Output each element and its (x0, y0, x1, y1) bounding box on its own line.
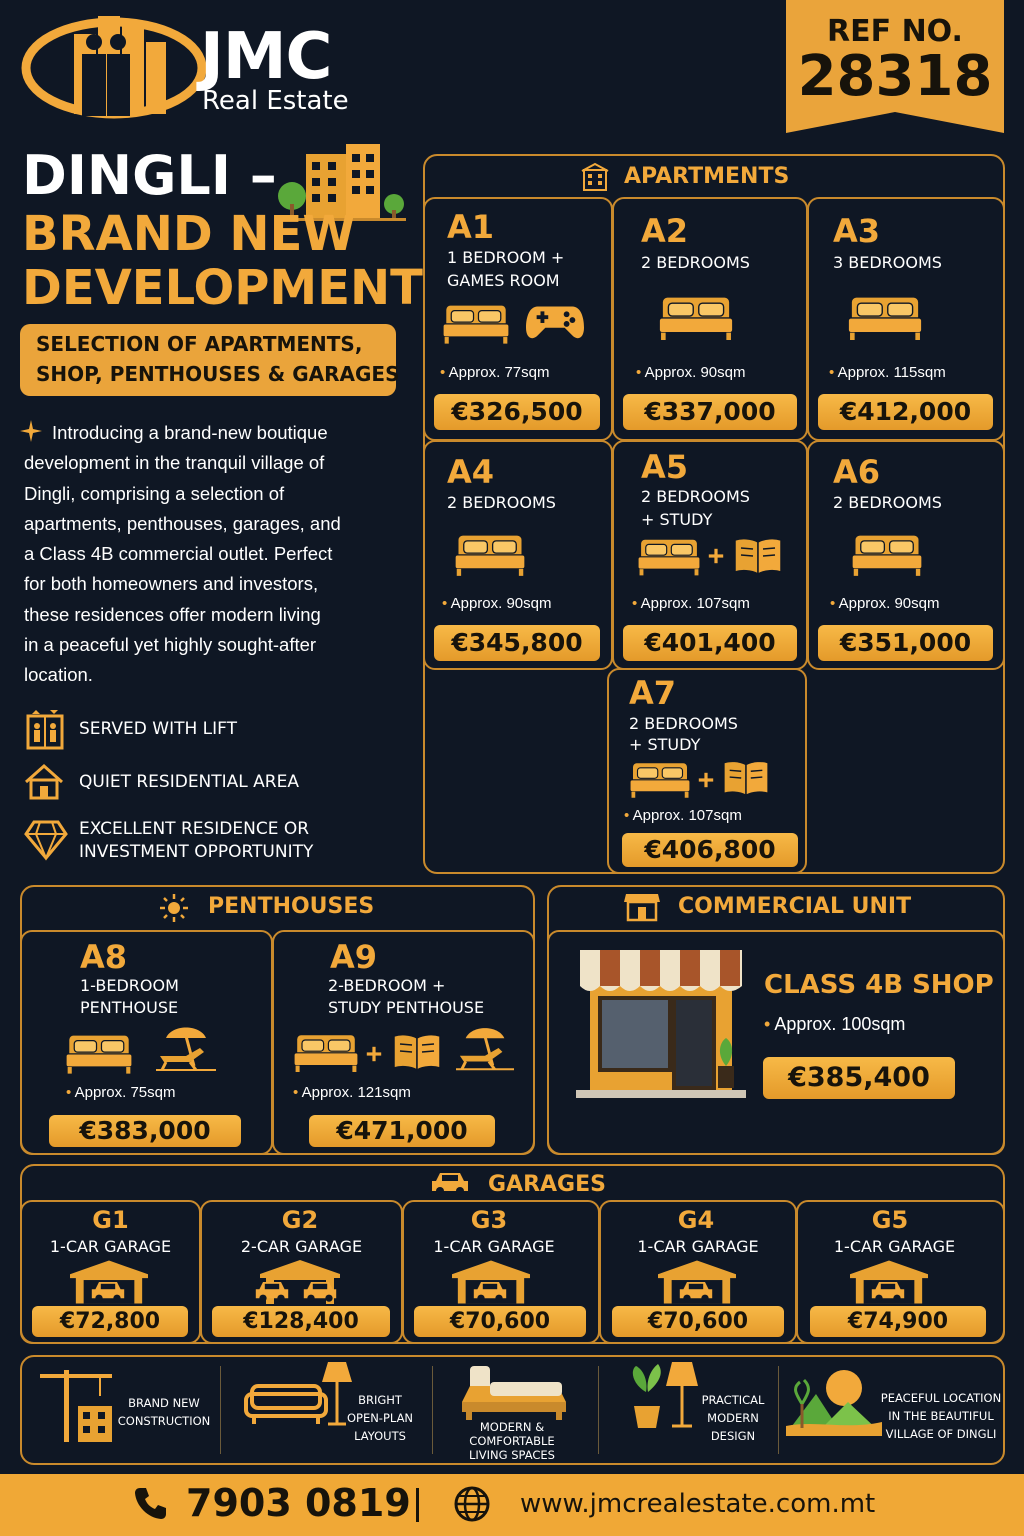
lift-icon (26, 710, 64, 750)
intro-text (24, 418, 404, 691)
footer-separator (416, 1488, 419, 1522)
bed-icon (455, 532, 525, 576)
highlight-text (446, 1420, 578, 1462)
unit-desc: 1-CAR GARAGE (637, 1237, 759, 1256)
unit-desc: 2 BEDROOMS (833, 493, 942, 512)
unit-desc: PENTHOUSE (80, 998, 179, 1017)
intro-line: a Class 4B commercial outlet. Perfect (24, 543, 333, 565)
unit-price: €406,800 (622, 833, 798, 867)
unit-size: • Approx. 90sqm (636, 364, 745, 381)
unit-size: • Approx. 107sqm (632, 595, 750, 612)
unit-code: A3 (833, 212, 881, 250)
unit-desc: + STUDY (641, 510, 713, 529)
bed-icon (848, 294, 922, 340)
unit-price: €70,600 (612, 1306, 784, 1337)
book-icon (722, 758, 770, 798)
unit-price: €74,900 (810, 1306, 986, 1337)
highlight-text (330, 1391, 430, 1445)
bed-icon (630, 760, 690, 798)
website-link[interactable]: www.jmcrealestate.com.mt (520, 1489, 876, 1519)
unit-price: €351,000 (818, 625, 993, 661)
highlight-line: VILLAGE OF DINGLI (885, 1427, 997, 1441)
intro-line: for both homeowners and investors, (24, 573, 319, 595)
unit-size: • Approx. 77sqm (440, 364, 549, 381)
highlight-line: BRAND NEW (128, 1396, 200, 1410)
unit-code: G2 (281, 1206, 319, 1234)
unit-price: €70,600 (414, 1306, 586, 1337)
highlight-line: LIVING SPACES (469, 1448, 555, 1462)
unit-price: €383,000 (49, 1115, 241, 1147)
divider (220, 1366, 221, 1454)
unit-code: A5 (641, 448, 689, 486)
brand-sub: Real Estate (202, 86, 349, 116)
shop-front-icon (576, 946, 746, 1098)
unit-price: €471,000 (309, 1115, 495, 1147)
car-icon (870, 1280, 906, 1302)
unit-desc: 1-CAR GARAGE (833, 1237, 956, 1256)
highlight-line: MODERN (707, 1411, 759, 1425)
unit-code: A6 (833, 453, 881, 491)
feature-investment-line-1: EXCELLENT RESIDENCE OR (79, 819, 310, 839)
unit-size: • Approx. 75sqm (66, 1084, 175, 1101)
unit-size: • Approx. 115sqm (829, 364, 946, 381)
unit-code: A8 (80, 938, 128, 976)
divider (432, 1366, 433, 1454)
tagline-line-1: SELECTION OF APARTMENTS, (36, 332, 363, 356)
shop-icon (624, 892, 660, 922)
unit-code: G4 (677, 1206, 715, 1234)
intro-line: Dingli, comprising a selection of (24, 482, 285, 504)
feature-lift: SERVED WITH LIFT (79, 719, 238, 739)
intro-line: in a peaceful yet highly sought-after (24, 634, 317, 656)
shop-price: €385,400 (763, 1057, 955, 1099)
car-icon (430, 1171, 470, 1195)
highlight-line: CONSTRUCTION (117, 1414, 211, 1428)
logo-icon (14, 6, 204, 121)
unit-desc: 2 BEDROOMS (629, 714, 738, 733)
bed-icon (443, 302, 509, 344)
highlight-text (112, 1394, 216, 1430)
car-icon (472, 1280, 508, 1302)
commercial-title: COMMERCIAL UNIT (678, 894, 912, 919)
modern-bed-icon (462, 1366, 566, 1420)
unit-desc: STUDY PENTHOUSE (328, 998, 485, 1017)
ref-number: 28318 (797, 44, 993, 109)
unit-code: A2 (641, 212, 689, 250)
phone-icon (134, 1486, 168, 1520)
gamepad-icon (526, 302, 584, 342)
unit-desc: GAMES ROOM (447, 271, 560, 290)
unit-code: G1 (92, 1206, 129, 1234)
unit-price: €337,000 (623, 394, 797, 430)
highlight-line: DESIGN (710, 1429, 756, 1443)
sun-lounger-icon (456, 1022, 514, 1072)
unit-desc: 2-BEDROOM + (328, 976, 446, 995)
highlight-line: COMFORTABLE (469, 1434, 555, 1448)
intro-line: location. (24, 664, 93, 686)
highlight-text (880, 1389, 1002, 1443)
highlight-line: IN THE BEAUTIFUL (888, 1409, 994, 1423)
unit-code: G3 (470, 1206, 508, 1234)
unit-size: • Approx. 121sqm (293, 1084, 411, 1101)
unit-code: A1 (447, 208, 495, 246)
highlight-line: PEACEFUL LOCATION (880, 1391, 1002, 1405)
sun-lounger-icon (156, 1022, 216, 1072)
intro-line: these residences offer modern living (24, 603, 321, 625)
headline-3: DEVELOPMENT (22, 260, 423, 316)
feature-investment (79, 818, 313, 864)
car-icon (90, 1280, 126, 1302)
penthouses-title: PENTHOUSES (208, 894, 375, 919)
unit-desc: 2 BEDROOMS (641, 253, 750, 272)
plus-icon (366, 1046, 382, 1062)
diamond-icon (24, 820, 68, 860)
phone-number[interactable]: 7903 0819 (186, 1481, 411, 1525)
headline-2: BRAND NEW (22, 206, 356, 262)
intro-line: apartments, penthouses, garages, and (24, 512, 341, 534)
unit-desc: 2 BEDROOMS (447, 493, 556, 512)
highlight-line: BRIGHT (358, 1393, 402, 1407)
bed-icon (66, 1032, 132, 1074)
unit-desc: 3 BEDROOMS (833, 253, 942, 272)
feature-quiet: QUIET RESIDENTIAL AREA (79, 772, 299, 792)
unit-price: €401,400 (623, 625, 797, 661)
highlight-line: PRACTICAL (701, 1393, 765, 1407)
unit-price: €345,800 (434, 625, 600, 661)
feature-investment-line-2: INVESTMENT OPPORTUNITY (79, 842, 314, 862)
unit-size: • Approx. 90sqm (442, 595, 551, 612)
divider (778, 1366, 779, 1454)
plus-icon (708, 548, 724, 564)
unit-code: A7 (629, 674, 677, 712)
car-icon (302, 1280, 338, 1302)
apartments-title: APARTMENTS (624, 164, 790, 189)
bed-icon (294, 1032, 358, 1072)
bed-icon (658, 294, 734, 340)
sun-icon (160, 894, 188, 922)
unit-code: G5 (871, 1206, 909, 1234)
shop-name: CLASS 4B SHOP (764, 970, 994, 1000)
globe-icon (454, 1486, 490, 1522)
unit-desc: + STUDY (629, 735, 701, 754)
intro-line: Introducing a brand-new boutique (52, 422, 328, 443)
landscape-icon (786, 1364, 882, 1436)
unit-desc: 1 BEDROOM + (447, 248, 565, 267)
garages-title: GARAGES (488, 1172, 606, 1197)
unit-price: €412,000 (818, 394, 993, 430)
ref-label: REF NO. (827, 14, 963, 49)
apartment-building-icon (580, 164, 610, 190)
highlight-line: MODERN & (479, 1420, 545, 1434)
book-icon (733, 536, 783, 576)
tagline-line-2: SHOP, PENTHOUSES & GARAGES (36, 362, 400, 386)
house-icon (24, 764, 64, 800)
plus-icon (698, 772, 714, 788)
car-icon (678, 1280, 714, 1302)
unit-desc: 2 BEDROOMS (641, 487, 750, 506)
unit-size: • Approx. 107sqm (624, 807, 742, 824)
unit-desc: 2-CAR GARAGE (240, 1237, 363, 1256)
car-icon (254, 1280, 290, 1302)
brand-name: JMC (200, 20, 332, 94)
intro-line: development in the tranquil village of (24, 452, 325, 474)
unit-price: €128,400 (212, 1306, 390, 1337)
unit-price: €72,800 (32, 1306, 188, 1337)
bed-icon (852, 532, 922, 576)
unit-desc: 1-CAR GARAGE (49, 1237, 172, 1256)
unit-price: €326,500 (434, 394, 600, 430)
unit-size: • Approx. 90sqm (830, 595, 939, 612)
highlight-line: LAYOUTS (354, 1429, 406, 1443)
construction-crane-icon (40, 1366, 116, 1442)
book-icon (392, 1032, 442, 1072)
unit-desc: 1-BEDROOM (80, 976, 179, 995)
bed-icon (638, 536, 700, 576)
unit-code: A9 (330, 938, 378, 976)
highlight-line: OPEN-PLAN (346, 1411, 414, 1425)
unit-desc: 1-CAR GARAGE (433, 1237, 555, 1256)
headline-1: DINGLI – (22, 144, 277, 207)
unit-code: A4 (447, 453, 495, 491)
shop-size: • Approx. 100sqm (764, 1014, 905, 1035)
divider (598, 1366, 599, 1454)
highlight-text (692, 1391, 774, 1445)
